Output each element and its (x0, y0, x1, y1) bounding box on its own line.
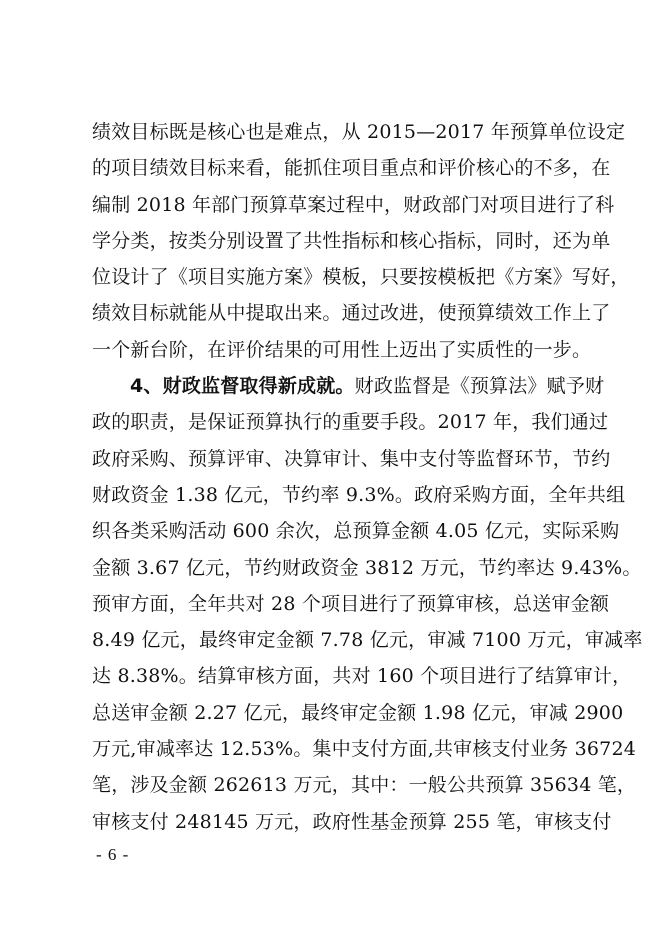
paragraph-line: 预审方面，全年共对 28 个项目进行了预算审核，总送审金额 (92, 592, 610, 615)
paragraph-line: 绩效目标就能从中提取出来。通过改进，使预算绩效工作上了 (92, 302, 611, 325)
paragraph-line: 位设计了《项目实施方案》模板，只要按模板把《方案》写好， (92, 266, 630, 289)
section-heading: 4、财政监督取得新成就。 (130, 375, 355, 398)
paragraph-line: 织各类采购活动 600 余次，总预算金额 4.05 亿元，实际采购 (92, 520, 620, 543)
paragraph-line: 财政资金 1.38 亿元，节约率 9.3%。政府采购方面，全年共组 (92, 483, 626, 506)
body-text (92, 114, 643, 840)
section-heading-continuation: 财政监督是《预算法》赋予财 (354, 375, 605, 398)
paragraph-line: 万元,审减率达 12.53%。集中支付方面,共审核支付业务 36724 (92, 738, 637, 761)
paragraph-line: 笔，涉及金额 262613 万元，其中：一般公共预算 35634 笔， (92, 774, 637, 797)
paragraph-line: 金额 3.67 亿元，节约财政资金 3812 万元，节约率达 9.43%。 (92, 556, 642, 579)
paragraph-line: 政的职责，是保证预算执行的重要手段。2017 年，我们通过 (92, 411, 609, 434)
paragraph-line: 政府采购、预算评审、决算审计、集中支付等监督环节，节约 (92, 447, 611, 470)
paragraph-line: 达 8.38%。结算审核方面，共对 160 个项目进行了结算审计， (92, 665, 632, 688)
paragraph-line: 编制 2018 年部门预算草案过程中，财政部门对项目进行了科 (92, 193, 615, 216)
page-number: - 6 - (96, 845, 130, 864)
paragraph-line: 审核支付 248145 万元，政府性基金预算 255 笔，审核支付 (92, 810, 612, 833)
paragraph-line: 绩效目标既是核心也是难点，从 2015—2017 年预算单位设定 (92, 121, 626, 143)
section-heading-line (92, 368, 605, 404)
paragraph-line: 一个新台阶，在评价结果的可用性上迈出了实质性的一步。 (92, 338, 592, 361)
paragraph-line: 学分类，按类分别设置了共性指标和核心指标，同时，还为单 (92, 229, 611, 252)
paragraph-line: 的项目绩效目标来看，能抓住项目重点和评价核心的不多，在 (92, 157, 611, 180)
paragraph-line: 总送审金额 2.27 亿元，最终审定金额 1.98 亿元，审减 2900 (92, 701, 624, 724)
paragraph-line: 8.49 亿元，最终审定金额 7.78 亿元，审减 7100 万元，审减率 (92, 629, 643, 652)
